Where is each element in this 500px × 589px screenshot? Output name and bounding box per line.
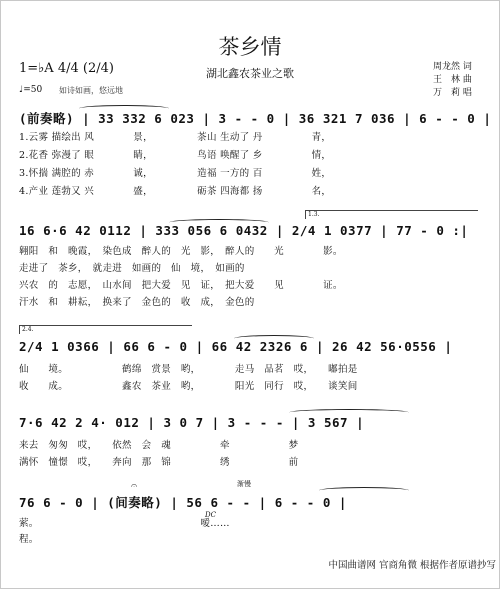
lyric-verse-1: 来去 匆匆 哎， 依然 会 魂 牵 梦 bbox=[19, 440, 299, 451]
score-row-2 bbox=[19, 211, 481, 309]
score-row-3 bbox=[19, 326, 481, 392]
footer-note: 中国曲谱网 官商角微 根据作者原谱抄写 bbox=[328, 560, 496, 571]
lyric-verse-3: 3.怀揣 满腔的 赤 诚， 造福 一方的 百 姓， bbox=[19, 168, 332, 179]
lyric-verse-3: 兴农 的 志愿， 山水间 把大爱 见 证， 把大爱 见 证。 bbox=[19, 280, 343, 291]
tie-mark bbox=[289, 409, 409, 416]
dc-mark: DC bbox=[205, 511, 216, 519]
lyric-verse-4: 4.产业 莲勃又 兴 盛， 砺茶 四海都 扬 名， bbox=[19, 186, 332, 197]
lyricist-credit: 周龙然 词 bbox=[433, 62, 472, 72]
tempo-mark: ♩=50 bbox=[19, 85, 43, 95]
lyric-verse-1: 萦。 嗳…… bbox=[19, 518, 230, 529]
lyric-verse-1: 翱阳 和 晚霞， 染色成 醉人的 光 影， 醉人的 光 影。 bbox=[19, 246, 343, 257]
dynamics-mark: 渐慢 bbox=[237, 480, 251, 488]
slur-mark bbox=[169, 219, 269, 226]
lyric-verse-4: 汗水 和 耕耘， 换来了 金色的 收 成， 金色的 bbox=[19, 297, 255, 308]
notation-line: 76 6 - 0 | (间奏略) | 56 6 - - | 6 - - 0 | bbox=[19, 495, 347, 510]
notation-line: 16 6·6 42 0112 | 333 056 6 0432 | 2/4 1 0377 | 77 - 0 :| bbox=[19, 223, 469, 238]
lyric-verse-2: 走进了 茶乡， 就走进 如画的 仙 境， 如画的 bbox=[19, 263, 245, 274]
lyric-verse-2: 2.花香 弥漫了 眼 睛， 鸟语 唤醒了 乡 情， bbox=[19, 150, 332, 161]
lyric-verse-1: 仙 境。 鹤绵 赏景 哟， 走马 品茗 哎， 嘟拍是 bbox=[19, 364, 358, 375]
score-row-4 bbox=[19, 411, 481, 471]
song-subtitle: 湖北鑫农茶业之歌 bbox=[206, 67, 294, 80]
slur-mark bbox=[234, 335, 314, 342]
key-signature: 1=♭A 4/4 (2/4) bbox=[19, 61, 114, 76]
score-row-1 bbox=[19, 105, 492, 200]
lyric-verse-2: 收 成。 鑫农 茶业 哟， 阳光 同行 哎， 谈笑间 bbox=[19, 381, 358, 392]
notation-line: 7·6 42 2 4· 012 | 3 0 7 | 3 - - - | 3 567 | bbox=[19, 415, 365, 430]
score-row-5 bbox=[19, 479, 481, 545]
tie-mark bbox=[319, 487, 409, 494]
lyric-verse-2: 程。 bbox=[19, 534, 39, 545]
lyric-verse-1: 1.云雾 描绘出 风 景， 茶山 生动了 丹 青， bbox=[19, 132, 332, 143]
singer-credit: 万 莉 唱 bbox=[433, 88, 472, 98]
fermata-icon: 𝄐 bbox=[131, 479, 138, 492]
volta-1-2-3: 1.3. bbox=[305, 210, 478, 219]
slur-mark bbox=[79, 105, 169, 112]
expression-mark: 如诗如画，悠远地 bbox=[59, 86, 123, 95]
song-title: 茶乡情 bbox=[218, 35, 282, 59]
notation-line: (前奏略) | 33 332 6 023 | 3 - - 0 | 36 321 7 036 | 6 - - 0 | bbox=[19, 111, 492, 126]
notation-line: 2/4 1 0366 | 66 6 - 0 | 66 42 2326 6 | 26 42 56·0556 | bbox=[19, 339, 453, 354]
volta-2-4: 2.4. bbox=[19, 325, 192, 334]
lyric-verse-2: 满怀 憧憬 哎， 奔向 那 锦 绣 前 bbox=[19, 457, 299, 468]
composer-credit: 王 林 曲 bbox=[433, 75, 472, 85]
